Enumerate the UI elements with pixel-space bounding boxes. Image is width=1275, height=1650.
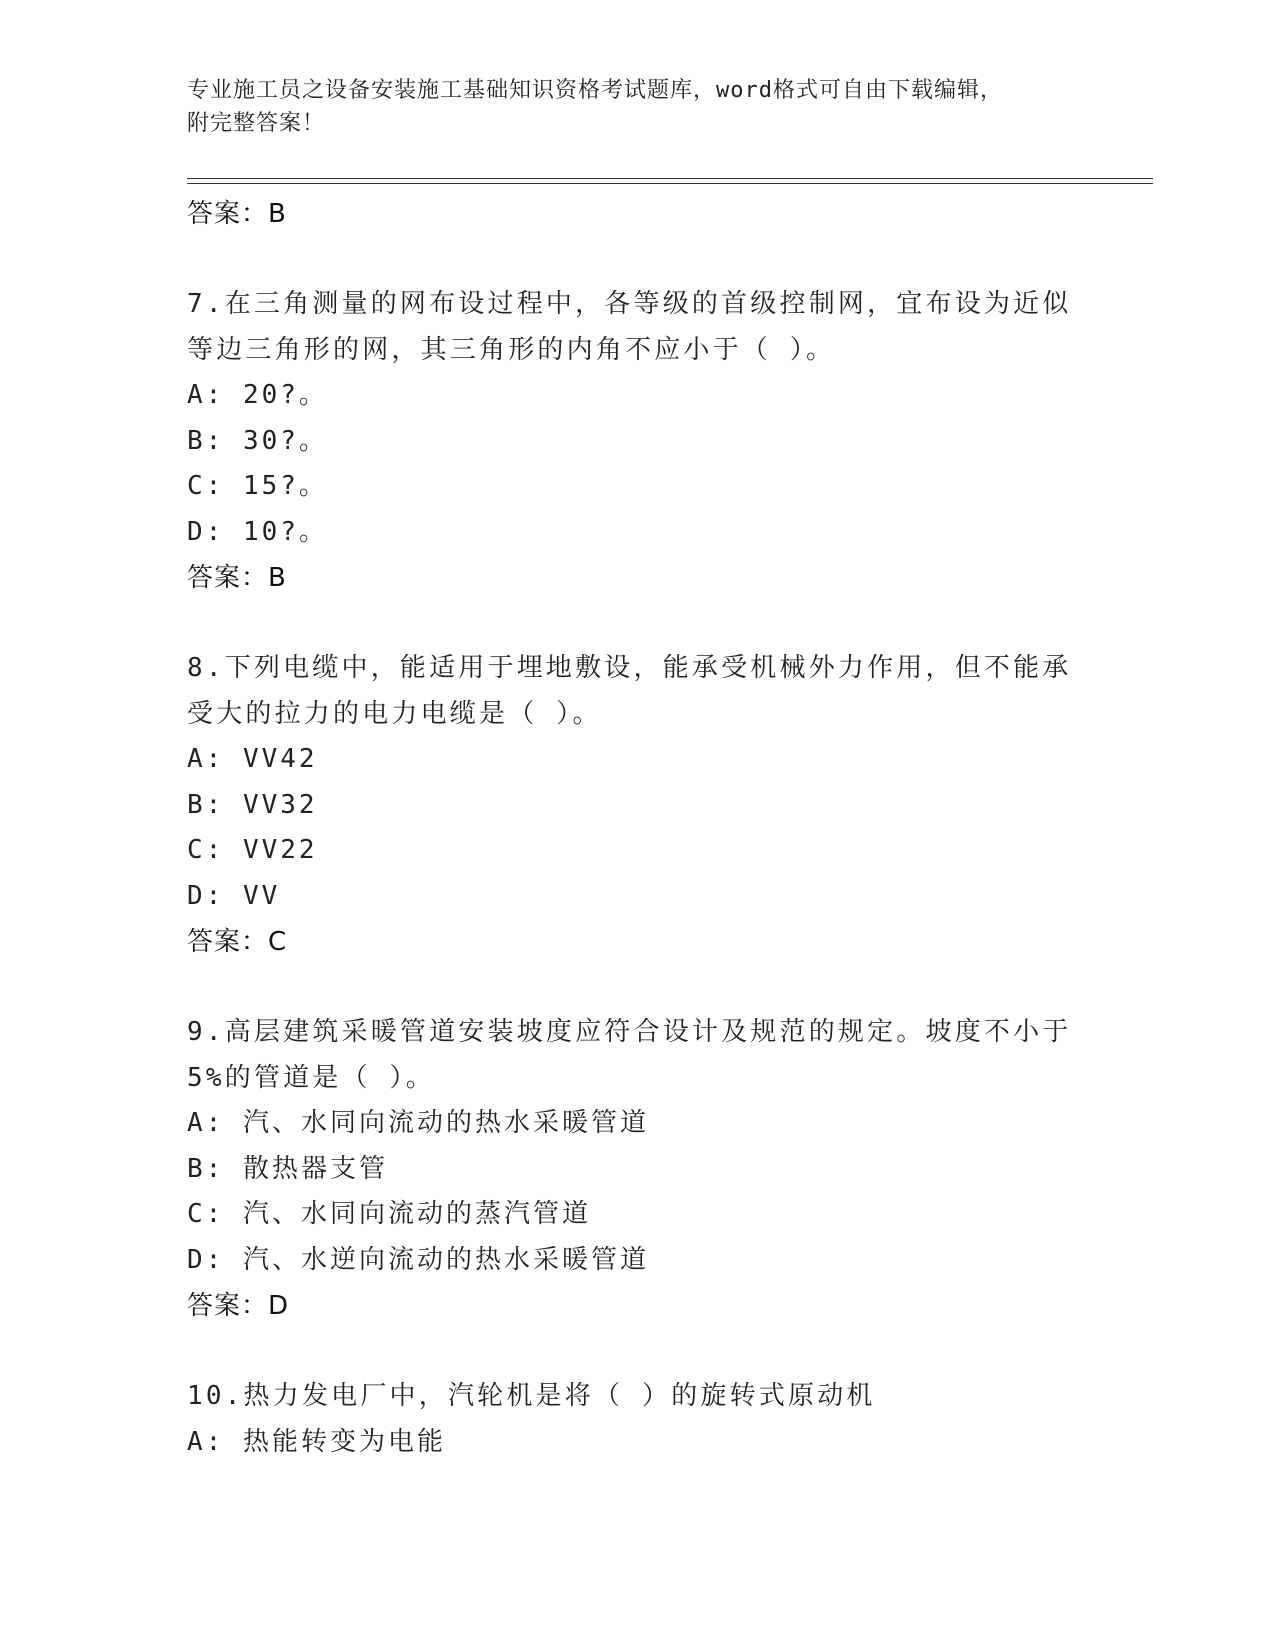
- question-text-line: 8.下列电缆中，能适用于埋地敷设，能承受机械外力作用，但不能承: [187, 653, 1072, 683]
- answer-line: 答案：B: [187, 199, 287, 229]
- option-a: A: VV42: [187, 744, 318, 774]
- option-c: C: 15?。: [187, 471, 328, 501]
- question-text-line: 10.热力发电厂中，汽轮机是将（ ）的旋转式原动机: [187, 1381, 876, 1411]
- question-list: [187, 191, 1087, 1465]
- option-a: A: 20?。: [187, 380, 328, 410]
- question-block-7: [187, 282, 1087, 601]
- header-line-2: 附完整答案！: [187, 111, 326, 136]
- answer-line: 答案：B: [187, 563, 287, 593]
- option-a: A: 热能转变为电能: [187, 1426, 446, 1457]
- option-d: D: VV: [187, 880, 281, 911]
- option-d: D: 汽、水逆向流动的热水采暖管道: [187, 1244, 649, 1275]
- question-text-line: 9.高层建筑采暖管道安装坡度应符合设计及规范的规定。坡度不小于: [187, 1017, 1072, 1047]
- option-b: B: 30?。: [187, 425, 328, 456]
- option-b: B: 散热器支管: [187, 1153, 388, 1184]
- spacer: [187, 1329, 1087, 1374]
- question-text-line: 5%的管道是（ ）。: [187, 1062, 435, 1093]
- answer-line: 答案：D: [187, 1291, 290, 1321]
- document-header: [187, 74, 1067, 140]
- question-block-8: [187, 646, 1087, 965]
- option-c: C: 汽、水同向流动的蒸汽管道: [187, 1199, 591, 1229]
- option-b: B: VV32: [187, 789, 318, 820]
- header-divider-bottom: [187, 183, 1153, 184]
- question-block-10: [187, 1374, 1087, 1465]
- question-text-line: 等边三角形的网，其三角形的内角不应小于（ ）。: [187, 334, 836, 365]
- spacer: [187, 601, 1087, 646]
- option-c: C: VV22: [187, 835, 318, 865]
- header-divider-top: [187, 178, 1153, 179]
- spacer: [187, 965, 1087, 1010]
- question-block-9: [187, 1010, 1087, 1329]
- spacer: [187, 237, 1087, 282]
- option-d: D: 10?。: [187, 516, 328, 547]
- header-line-1: 专业施工员之设备安装施工基础知识资格考试题库，word格式可自由下载编辑，: [187, 78, 1003, 103]
- option-a: A: 汽、水同向流动的热水采暖管道: [187, 1108, 649, 1138]
- question-text-line: 7.在三角测量的网布设过程中，各等级的首级控制网，宜布设为近似: [187, 289, 1072, 319]
- answer-line: 答案：C: [187, 927, 288, 957]
- question-text-line: 受大的拉力的电力电缆是（ ）。: [187, 698, 602, 729]
